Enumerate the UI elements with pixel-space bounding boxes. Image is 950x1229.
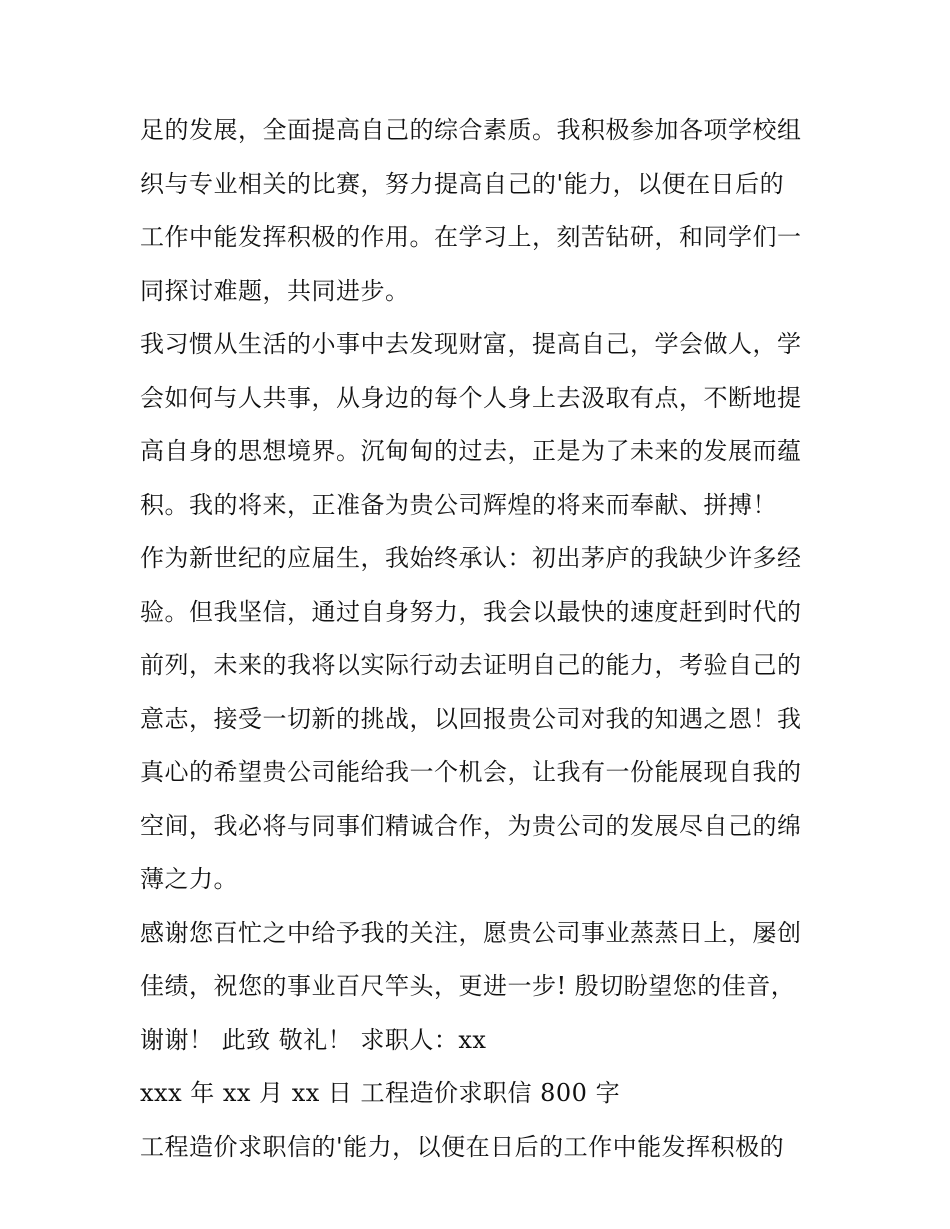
- document-body: [140, 104, 820, 1174]
- text-line: 谢谢！ 此致 敬礼！ 求职人：xx: [140, 1025, 487, 1054]
- text-line: 前列，未来的我将以实际行动去证明自己的能力，考验自己的: [140, 651, 802, 679]
- text-line: 感谢您百忙之中给予我的关注，愿贵公司事业蒸蒸日上，屡创: [140, 918, 802, 947]
- text-line: 会如何与人共事，从身边的每个人身上去汲取有点，不断地提: [140, 383, 802, 412]
- text-line: 足的发展，全面提高自己的综合素质。我积极参加各项学校组: [140, 116, 802, 144]
- text-line: 同探讨难题，共同进步。: [140, 276, 410, 305]
- text-line: 织与专业相关的比赛，努力提高自己的'能力，以便在日后的: [140, 169, 785, 198]
- text-line: 工程造价求职信的'能力，以便在日后的工作中能发挥积极的: [140, 1132, 785, 1161]
- text-line: 工作中能发挥积极的作用。在学习上，刻苦钻研，和同学们一: [140, 223, 802, 251]
- text-line: 作为新世纪的应届生，我始终承认：初出茅庐的我缺少许多经: [140, 544, 802, 572]
- text-line: 高自身的思想境界。沉甸甸的过去，正是为了未来的发展而蕴: [140, 437, 802, 465]
- text-line: xxx 年 xx 月 xx 日 工程造价求职信 800 字: [140, 1079, 621, 1107]
- text-line: 真心的希望贵公司能给我一个机会，让我有一份能展现自我的: [140, 758, 802, 786]
- text-line: 薄之力。: [140, 865, 238, 893]
- text-line: 佳绩，祝您的事业百尺竿头，更进一步! 殷切盼望您的佳音，: [140, 972, 796, 1000]
- text-line: 空间，我必将与同事们精诚合作，为贵公司的发展尽自己的绵: [140, 811, 802, 840]
- text-line: 我习惯从生活的小事中去发现财富，提高自己，学会做人，学: [140, 330, 802, 358]
- text-line: 意志，接受一切新的挑战，以回报贵公司对我的知遇之恩！我: [140, 704, 802, 733]
- text-line: 验。但我坚信，通过自身努力，我会以最快的速度赶到时代的: [140, 597, 802, 626]
- text-line: 积。我的将来，正准备为贵公司辉煌的将来而奉献、拼搏！: [140, 490, 777, 519]
